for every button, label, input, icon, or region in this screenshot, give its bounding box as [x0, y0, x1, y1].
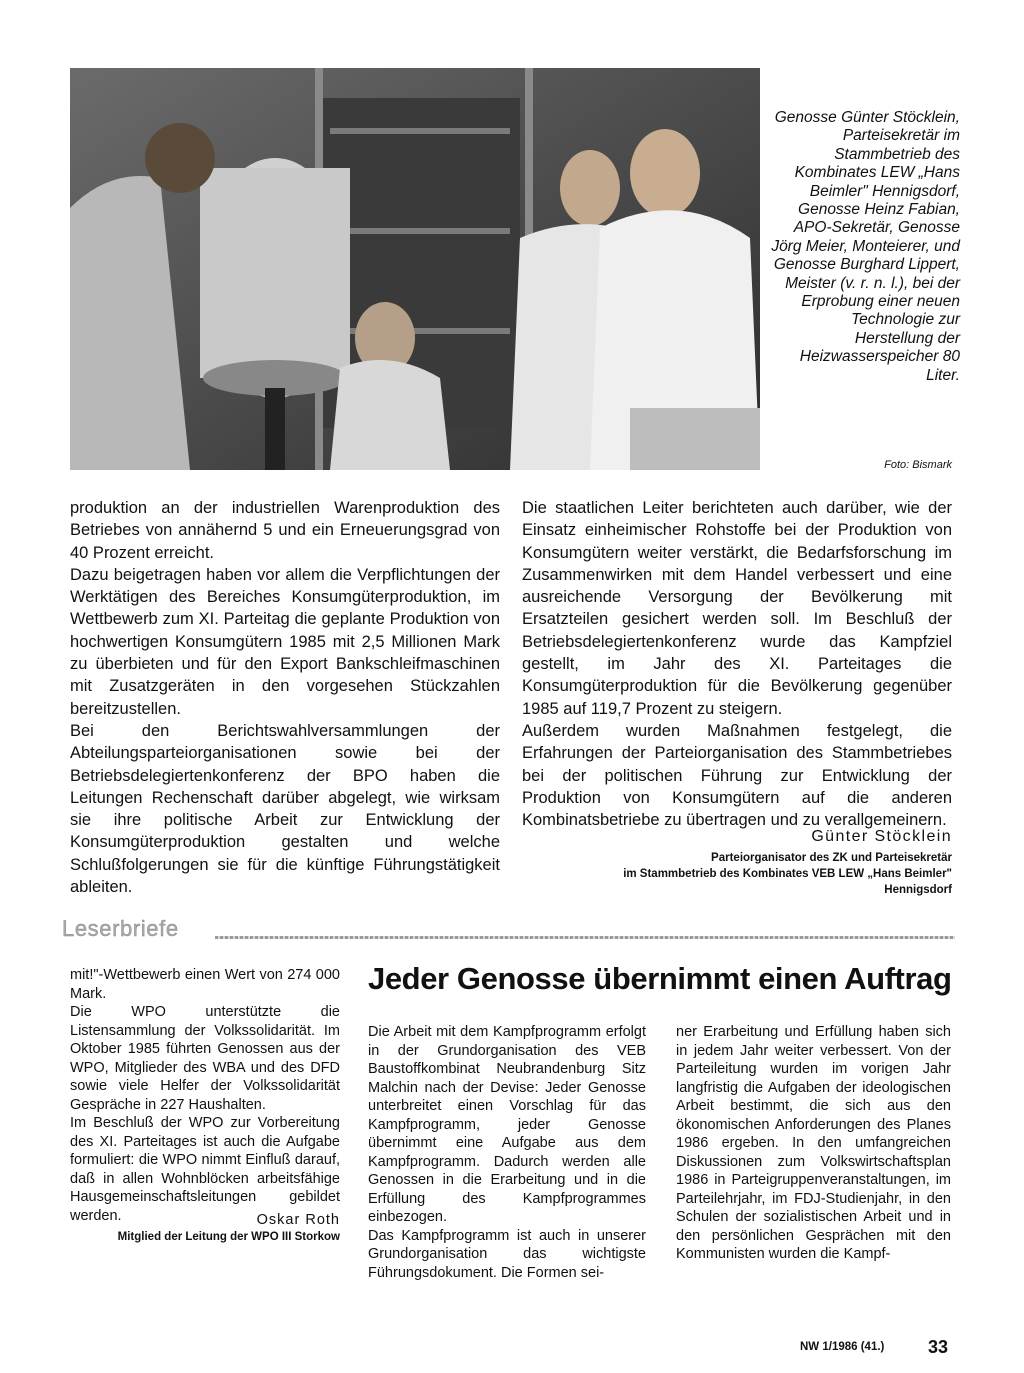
- paragraph: Die staatlichen Leiter berichteten auch darüber, wie der Einsatz einheimischer Rohstoffe bei der Produktion von Konsumgütern weiter verstärkt, die Bedarfsforschung im Zusammenwirken mit dem Handel verbessert und eine ausreichende Versorgung der Bevölkerung mit Ersatzteilen gesichert werden soll. Im Beschluß der Betriebsdelegiertenkonferenz wurde das Kampfziel gestellt, im Jahr des XI. Parteitages die Konsumgüterproduktion für die Bevölkerung gegenüber 1985 auf 119,7 Prozent zu steigern.: [522, 499, 952, 718]
- author-role-line: im Stammbetrieb des Kombinates VEB LEW „Hans Beimler": [623, 868, 952, 880]
- section-heading: Leserbriefe: [62, 916, 179, 941]
- paragraph: Das Kampfprogramm ist auch in unserer Grundorganisation das wichtigste Führungsdokument. Die Formen sei-: [368, 1227, 646, 1281]
- paragraph: Bei den Berichtswahlversammlungen der Abteilungsparteiorganisationen sowie bei der Betriebsdelegiertenkonferenz der BPO haben die Leitungen Rechenschaft darüber abgelegt, wie wirksam sie ihre politische Arbeit zur Entwicklung der Konsumgüterproduktion gestalten und welche Schlußfolgerungen sie für die künftige Führungstätigkeit ableiten.: [70, 721, 500, 897]
- author-role-line: Hennigsdorf: [884, 884, 952, 896]
- photo: [70, 68, 760, 470]
- section-rule: [215, 936, 955, 939]
- photo-credit: Foto: Bismark: [884, 459, 952, 471]
- author-name: Günter Stöcklein: [811, 828, 952, 845]
- issue-number: NW 1/1986 (41.): [800, 1341, 885, 1353]
- article-left-column: [70, 497, 500, 898]
- article2-column-2: [676, 1023, 951, 1264]
- letter-author: Oskar Roth: [256, 1212, 340, 1228]
- paragraph: mit!"-Wettbewerb einen Wert von 274 000 Mark.: [70, 967, 340, 1002]
- letter-column: [70, 966, 340, 1225]
- article-right-column: [522, 497, 952, 831]
- paragraph: ner Erarbeitung und Erfüllung haben sich in jedem Jahr weiter verbessert. Von der Parteileitung wurden im vorigen Jahr langfristig die Aufgaben der ideologischen Arbeit bestimmt, die sich aus den ökonomischen Anforderungen des Planes 1986 ergeben. In den umfangreichen Diskussionen zum Volkswirtschaftsplan 1986 in Parteigruppenveranstaltungen, im Parteilehrjahr, im FDJ-Studienjahr, in den Schulen der sozialistischen Arbeit und in den persönlichen Gesprächen mit den Kommunisten wurden die Kampf-: [676, 1024, 951, 1262]
- photo-image: [70, 68, 760, 470]
- paragraph: Die Arbeit mit dem Kampfprogramm erfolgt in der Grundorganisation des VEB Baustoffkombinat Neubrandenburg Sitz Malchin nach der Devise: Jeder Genosse unterbreitet einen Vorschlag für das Kampfprogramm, jeder Genosse übernimmt eine Aufgabe aus dem Kampfprogramm. Dadurch werden alle Genossen in die Erarbeitung und in die Erfüllung des Kampfprogrammes einbezogen.: [368, 1024, 646, 1225]
- article2-column-1: [368, 1023, 646, 1282]
- page-number: 33: [928, 1337, 949, 1357]
- paragraph: Dazu beigetragen haben vor allem die Verpflichtungen der Werktätigen des Bereiches Konsumgüterproduktion, im Wettbewerb zum XI. Parteitag die geplante Produktion von hochwertigen Konsumgütern 1985 mit 2,5 Millionen Mark zu überbieten und für den Export Bankschleifmaschinen mit Zusatzgeräten in den vorgesehen Stückzahlen bereitzustellen.: [70, 565, 500, 718]
- letter-author-role: Mitglied der Leitung der WPO III Storkow: [117, 1231, 340, 1243]
- article-headline: Jeder Genosse übernimmt einen Auftrag: [368, 961, 952, 996]
- paragraph: produktion an der industriellen Warenproduktion des Betriebes von annähernd 5 und ein Erneuerungsgrad von 40 Prozent erreicht.: [70, 499, 500, 562]
- paragraph: Im Beschluß der WPO zur Vorbereitung des XI. Parteitages ist auch die Aufgabe formuliert: die WPO nimmt Einfluß darauf, daß in allen Wohnblöcken arbeitsfähige Hausgemeinschaftsleitungen gebildet werden.: [70, 1115, 340, 1224]
- paragraph: Die WPO unterstützte die Listensammlung der Volkssolidarität. Im Oktober 1985 führten Genossen aus der WPO, Mitglieder des WBA und des DFD sowie viele Helfer der Volkssolidarität Gespräche in 227 Haushalten.: [70, 1004, 340, 1113]
- paragraph: Außerdem wurden Maßnahmen festgelegt, die Erfahrungen der Parteiorganisation des Stammbetriebes bei der politischen Führung zur Entwicklung der Produktion von Konsumgütern auf die anderen Kombinatsbetriebe zu übertragen und zu verallgemeinern.: [522, 721, 952, 830]
- author-role-line: Parteiorganisator des ZK und Parteisekretär: [711, 852, 952, 864]
- photo-caption: Genosse Günter Stöcklein, Parteisekretär im Stammbetrieb des Kombinates LEW „Hans Beimler" Hennigsdorf, Genosse Heinz Fabian, APO-Sekretär, Genosse Jörg Meier, Monteierer, und Genosse Burghard Lippert, Meister (v. r. n. l.), bei der Erprobung einer neuen Technologie zur Herstellung der Heizwasserspeicher 80 Liter.: [771, 109, 960, 384]
- author-role: [520, 850, 952, 898]
